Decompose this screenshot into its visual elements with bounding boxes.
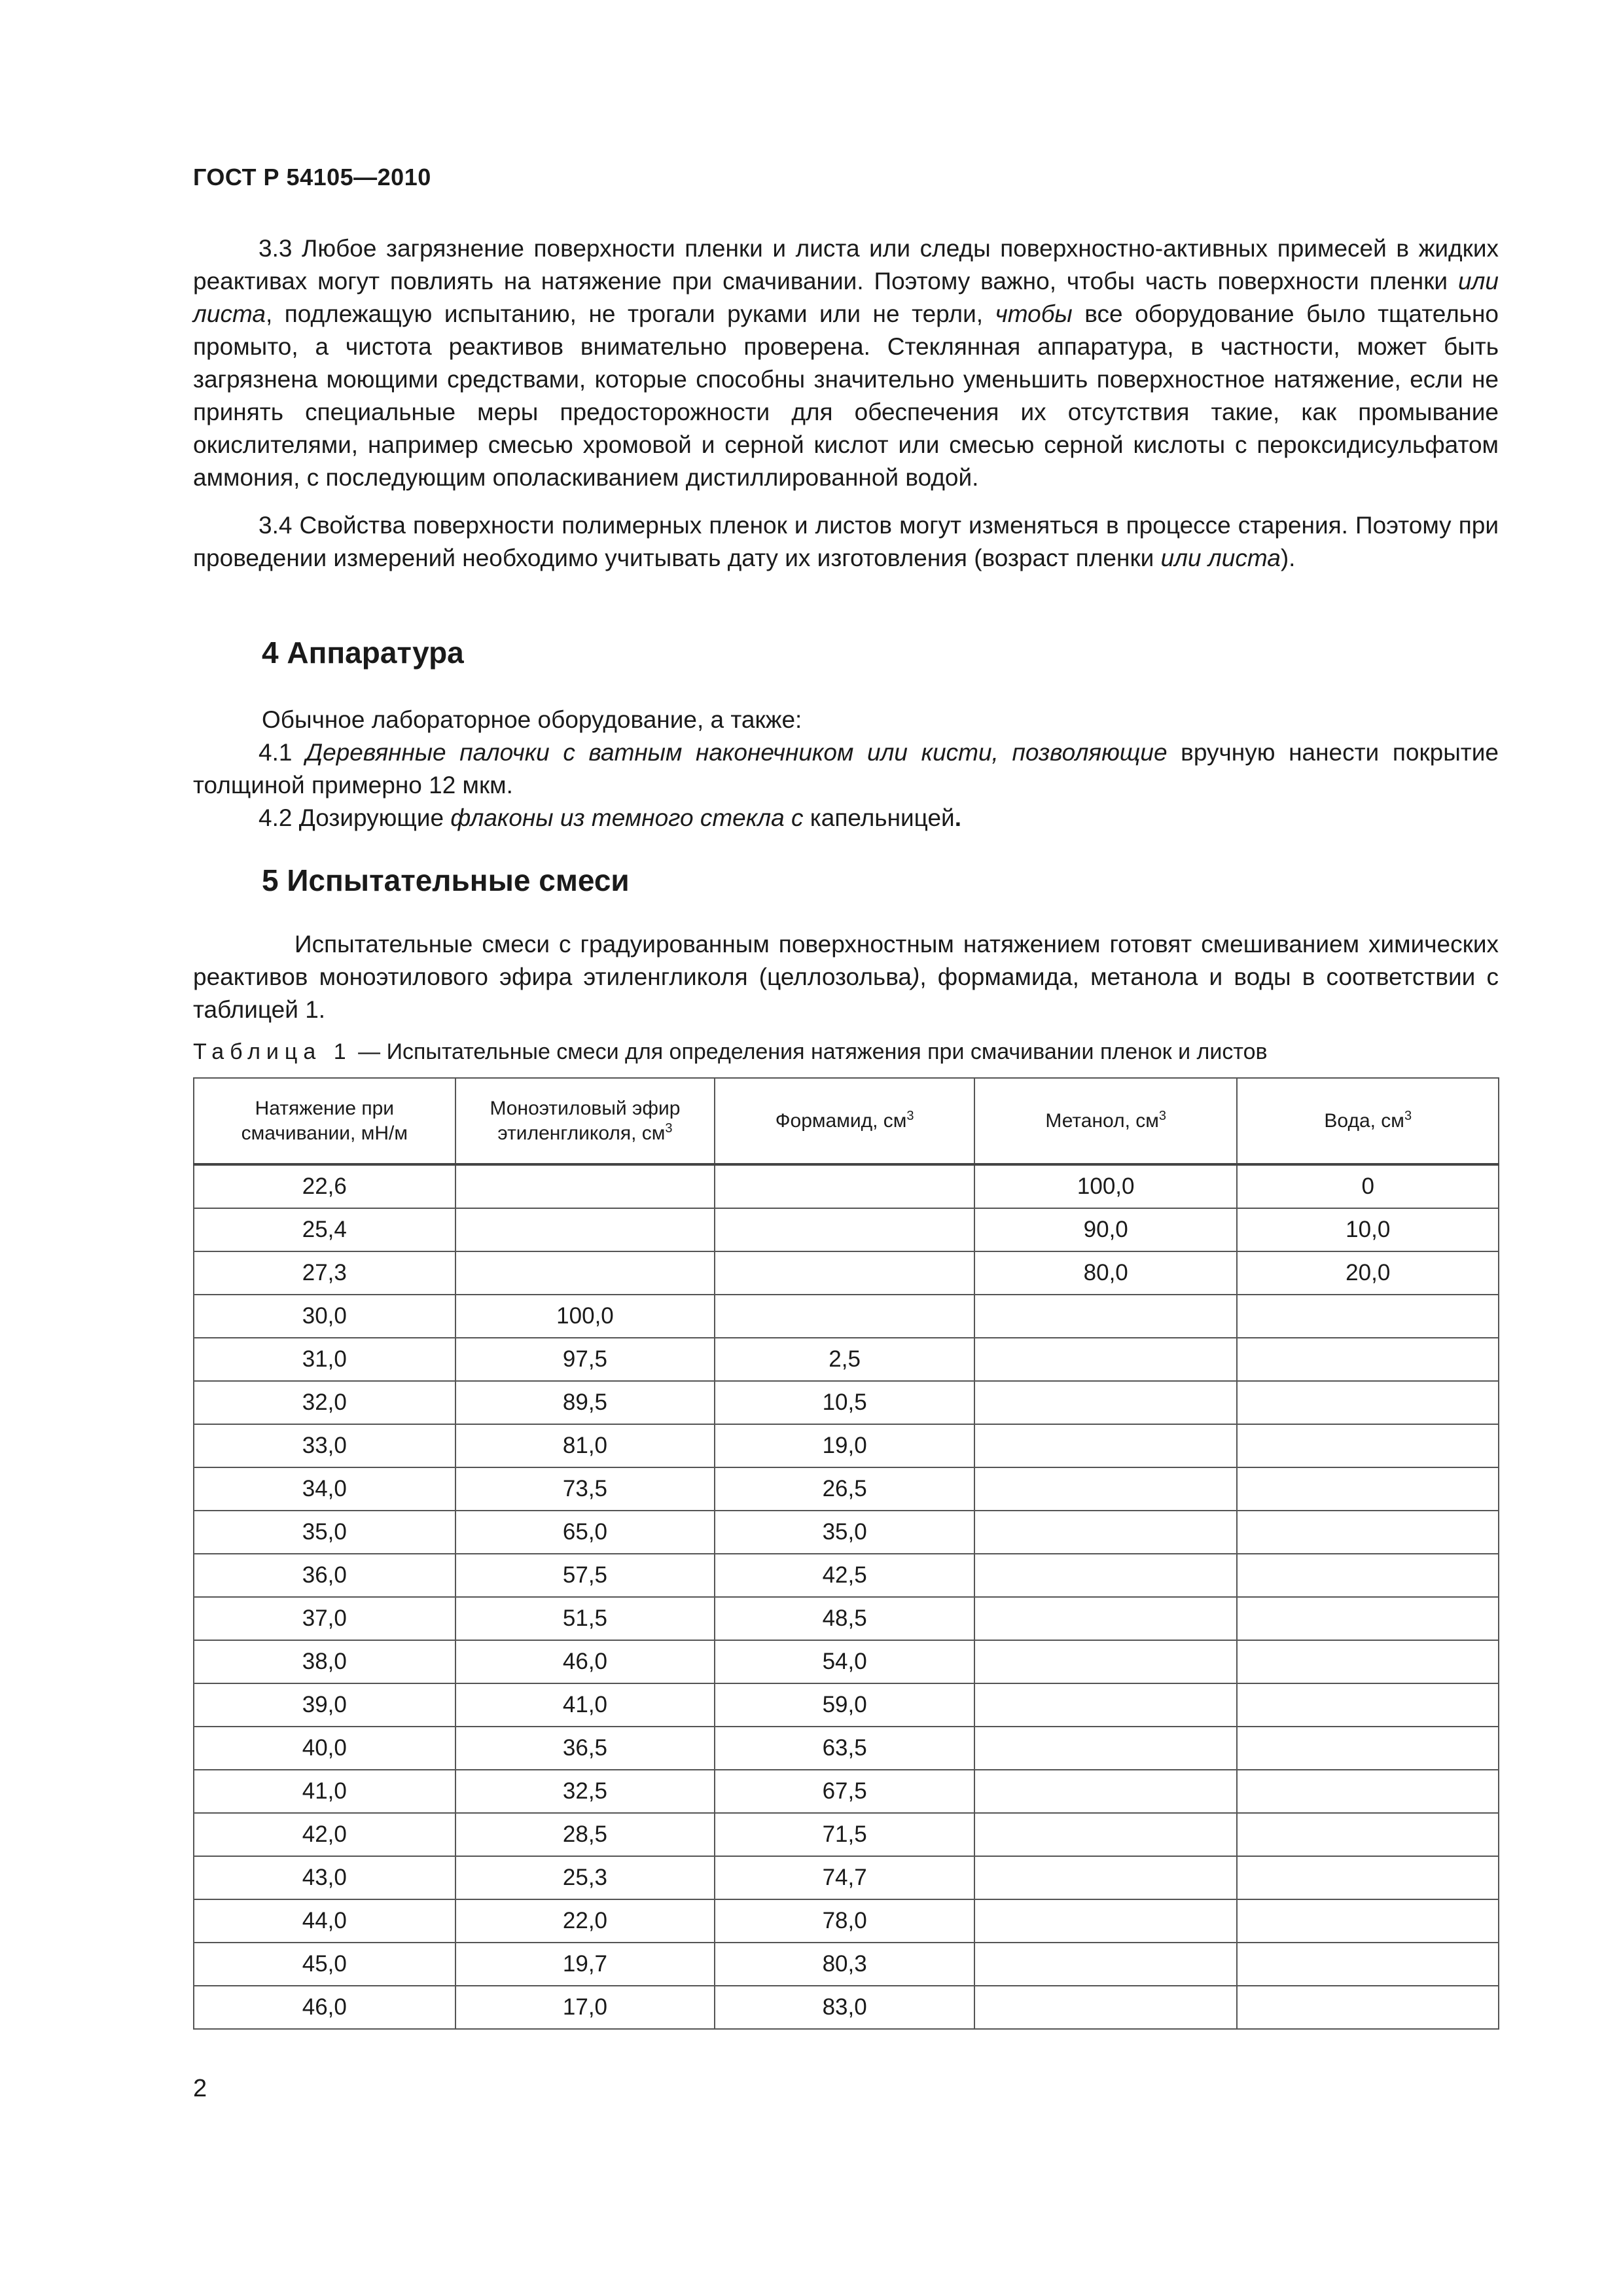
italic-run: ) bbox=[912, 963, 920, 990]
header-line: Натяжение при bbox=[255, 1097, 395, 1119]
paragraph-5 bbox=[193, 928, 1499, 1026]
text-run: 4.2 Дозирующие bbox=[259, 804, 451, 831]
paragraph-4-1 bbox=[193, 736, 1499, 802]
cell-tension: 42,0 bbox=[194, 1813, 455, 1856]
text-run: вручную нанести покрытие толщиной примерно 12 мкм. bbox=[193, 739, 1499, 798]
cell-ether bbox=[455, 1251, 715, 1295]
cell-ether: 46,0 bbox=[455, 1640, 715, 1683]
cell-water bbox=[1237, 1813, 1499, 1856]
italic-run: или листа bbox=[1160, 545, 1281, 571]
cell-ether: 89,5 bbox=[455, 1381, 715, 1424]
column-header-ether bbox=[455, 1078, 715, 1164]
table-body bbox=[194, 1164, 1499, 2029]
header-superscript: 3 bbox=[665, 1121, 673, 1136]
cell-formamide bbox=[715, 1208, 974, 1251]
cell-tension: 31,0 bbox=[194, 1338, 455, 1381]
header-line: смачивании, мН/м bbox=[241, 1122, 408, 1144]
italic-run: или листа bbox=[193, 268, 1499, 327]
cell-methanol bbox=[974, 1986, 1238, 2029]
table-row bbox=[194, 1467, 1499, 1511]
column-header-methanol bbox=[974, 1078, 1238, 1164]
cell-methanol bbox=[974, 1597, 1238, 1640]
section-3-3 bbox=[193, 232, 1499, 494]
column-header-water bbox=[1237, 1078, 1499, 1164]
cell-tension: 45,0 bbox=[194, 1943, 455, 1986]
cell-formamide: 78,0 bbox=[715, 1899, 974, 1943]
cell-formamide: 59,0 bbox=[715, 1683, 974, 1727]
cell-tension: 32,0 bbox=[194, 1381, 455, 1424]
text-run: 4.1 bbox=[259, 739, 306, 766]
header-superscript: 3 bbox=[906, 1108, 914, 1123]
cell-tension: 37,0 bbox=[194, 1597, 455, 1640]
cell-ether: 19,7 bbox=[455, 1943, 715, 1986]
cell-tension: 25,4 bbox=[194, 1208, 455, 1251]
cell-ether: 57,5 bbox=[455, 1554, 715, 1597]
table-row bbox=[194, 1338, 1499, 1381]
cell-methanol bbox=[974, 1943, 1238, 1986]
header-line: Формамид, см bbox=[775, 1109, 907, 1132]
cell-methanol: 80,0 bbox=[974, 1251, 1238, 1295]
cell-formamide: 80,3 bbox=[715, 1943, 974, 1986]
cell-tension: 30,0 bbox=[194, 1295, 455, 1338]
cell-formamide: 10,5 bbox=[715, 1381, 974, 1424]
cell-tension: 34,0 bbox=[194, 1467, 455, 1511]
cell-tension: 35,0 bbox=[194, 1511, 455, 1554]
cell-formamide: 42,5 bbox=[715, 1554, 974, 1597]
cell-tension: 46,0 bbox=[194, 1986, 455, 2029]
cell-water: 20,0 bbox=[1237, 1251, 1499, 1295]
cell-methanol: 90,0 bbox=[974, 1208, 1238, 1251]
document-header-code: ГОСТ Р 54105—2010 bbox=[193, 164, 431, 190]
cell-tension: 38,0 bbox=[194, 1640, 455, 1683]
cell-ether: 36,5 bbox=[455, 1727, 715, 1770]
cell-methanol bbox=[974, 1295, 1238, 1338]
cell-ether: 41,0 bbox=[455, 1683, 715, 1727]
section-4-1 bbox=[193, 736, 1499, 802]
table-row bbox=[194, 1683, 1499, 1727]
table-row bbox=[194, 1899, 1499, 1943]
cell-methanol bbox=[974, 1683, 1238, 1727]
table-row bbox=[194, 1770, 1499, 1813]
cell-ether: 51,5 bbox=[455, 1597, 715, 1640]
section-4-2 bbox=[193, 802, 1499, 834]
table-row bbox=[194, 1424, 1499, 1467]
text-run: капельницей bbox=[803, 804, 955, 831]
cell-water: 0 bbox=[1237, 1164, 1499, 1208]
column-header-formamide bbox=[715, 1078, 974, 1164]
cell-methanol bbox=[974, 1338, 1238, 1381]
cell-water bbox=[1237, 1554, 1499, 1597]
table-row bbox=[194, 1727, 1499, 1770]
cell-ether: 73,5 bbox=[455, 1467, 715, 1511]
italic-run: флаконы из темного стекла с bbox=[450, 804, 804, 831]
text-run: , подлежащую испытанию, не трогали руками или не терли, bbox=[265, 300, 995, 327]
table-row bbox=[194, 1813, 1499, 1856]
cell-methanol bbox=[974, 1511, 1238, 1554]
cell-formamide: 19,0 bbox=[715, 1424, 974, 1467]
cell-water bbox=[1237, 1899, 1499, 1943]
table-header-row bbox=[194, 1078, 1499, 1164]
cell-formamide: 2,5 bbox=[715, 1338, 974, 1381]
paragraph-4-intro: Обычное лабораторное оборудование, а также: bbox=[262, 706, 802, 733]
table-caption bbox=[193, 1037, 1268, 1066]
cell-ether: 22,0 bbox=[455, 1899, 715, 1943]
table-row bbox=[194, 1554, 1499, 1597]
table-row bbox=[194, 1943, 1499, 1986]
cell-ether bbox=[455, 1208, 715, 1251]
cell-formamide bbox=[715, 1164, 974, 1208]
cell-ether bbox=[455, 1164, 715, 1208]
cell-water bbox=[1237, 1856, 1499, 1899]
table-caption-label: Таблица 1 bbox=[193, 1039, 352, 1064]
cell-methanol bbox=[974, 1424, 1238, 1467]
cell-tension: 44,0 bbox=[194, 1899, 455, 1943]
cell-water bbox=[1237, 1727, 1499, 1770]
table-row bbox=[194, 1208, 1499, 1251]
text-run: ). bbox=[1280, 545, 1296, 571]
cell-tension: 33,0 bbox=[194, 1424, 455, 1467]
cell-ether: 81,0 bbox=[455, 1424, 715, 1467]
cell-ether: 28,5 bbox=[455, 1813, 715, 1856]
section-3-4 bbox=[193, 509, 1499, 575]
cell-tension: 36,0 bbox=[194, 1554, 455, 1597]
cell-water bbox=[1237, 1640, 1499, 1683]
italic-run: чтобы bbox=[995, 300, 1073, 327]
cell-methanol bbox=[974, 1727, 1238, 1770]
header-line: этиленгликоля, см bbox=[497, 1122, 666, 1144]
cell-water bbox=[1237, 1467, 1499, 1511]
bold-run: . bbox=[954, 804, 961, 831]
table-row bbox=[194, 1295, 1499, 1338]
header-line: Вода, см bbox=[1324, 1109, 1404, 1132]
paragraph-3-4 bbox=[193, 509, 1499, 575]
cell-methanol: 100,0 bbox=[974, 1164, 1238, 1208]
header-superscript: 3 bbox=[1404, 1108, 1412, 1123]
cell-ether: 25,3 bbox=[455, 1856, 715, 1899]
text-run: все оборудование было тщательно промыто, а чистота реактивов внимательно проверена. Стеклянная аппаратура, в частности, может быть загрязнена моющими средствами, которые способны значительно уменьшить поверхностное натяжение, если не принять специальные меры предосторожности для обеспечения их отсутствия такие, как промывание окислителями, например смесью хромовой и серной кислот или смесью серной кислоты с пероксидисульфатом аммония, с последующим ополаскиванием дистиллированной водой. bbox=[193, 300, 1499, 491]
column-header-tension bbox=[194, 1078, 455, 1164]
cell-ether: 100,0 bbox=[455, 1295, 715, 1338]
cell-tension: 27,3 bbox=[194, 1251, 455, 1295]
paragraph-3-3 bbox=[193, 232, 1499, 494]
cell-formamide: 63,5 bbox=[715, 1727, 974, 1770]
text-run: Испытательные смеси с градуированным поверхностным натяжением готовят смешиванием химических реактивов моноэтилового эфира этиленгликоля (целлозольва bbox=[193, 931, 1499, 990]
cell-formamide bbox=[715, 1251, 974, 1295]
cell-water bbox=[1237, 1683, 1499, 1727]
cell-ether: 32,5 bbox=[455, 1770, 715, 1813]
cell-water bbox=[1237, 1295, 1499, 1338]
header-line: Метанол, см bbox=[1045, 1109, 1159, 1132]
cell-formamide: 48,5 bbox=[715, 1597, 974, 1640]
table-row bbox=[194, 1511, 1499, 1554]
cell-formamide bbox=[715, 1295, 974, 1338]
cell-water bbox=[1237, 1770, 1499, 1813]
table-row bbox=[194, 1164, 1499, 1208]
text-run: 3.3 Любое загрязнение поверхности пленки и листа или следы поверхностно-активных примесей в жидких реактивах могут повлиять на натяжение при смачивании. Поэтому важно, чтобы часть поверхности пленки bbox=[193, 235, 1499, 295]
header-line: Моноэтиловый эфир bbox=[490, 1097, 681, 1119]
section-4-heading: 4 Аппаратура bbox=[262, 636, 464, 670]
cell-methanol bbox=[974, 1856, 1238, 1899]
cell-water: 10,0 bbox=[1237, 1208, 1499, 1251]
cell-water bbox=[1237, 1424, 1499, 1467]
cell-ether: 17,0 bbox=[455, 1986, 715, 2029]
page-number: 2 bbox=[193, 2075, 207, 2102]
table-row bbox=[194, 1856, 1499, 1899]
cell-tension: 22,6 bbox=[194, 1164, 455, 1208]
cell-formamide: 83,0 bbox=[715, 1986, 974, 2029]
cell-methanol bbox=[974, 1554, 1238, 1597]
cell-methanol bbox=[974, 1813, 1238, 1856]
cell-formamide: 26,5 bbox=[715, 1467, 974, 1511]
cell-formamide: 67,5 bbox=[715, 1770, 974, 1813]
table-row bbox=[194, 1986, 1499, 2029]
cell-water bbox=[1237, 1943, 1499, 1986]
section-5 bbox=[193, 928, 1499, 1026]
cell-tension: 43,0 bbox=[194, 1856, 455, 1899]
table-row bbox=[194, 1640, 1499, 1683]
cell-methanol bbox=[974, 1467, 1238, 1511]
cell-water bbox=[1237, 1338, 1499, 1381]
cell-formamide: 74,7 bbox=[715, 1856, 974, 1899]
table-row bbox=[194, 1381, 1499, 1424]
cell-methanol bbox=[974, 1770, 1238, 1813]
cell-formamide: 71,5 bbox=[715, 1813, 974, 1856]
cell-formamide: 35,0 bbox=[715, 1511, 974, 1554]
cell-ether: 97,5 bbox=[455, 1338, 715, 1381]
cell-water bbox=[1237, 1511, 1499, 1554]
cell-methanol bbox=[974, 1640, 1238, 1683]
cell-methanol bbox=[974, 1899, 1238, 1943]
cell-tension: 39,0 bbox=[194, 1683, 455, 1727]
test-mixtures-table bbox=[193, 1077, 1499, 2030]
cell-tension: 40,0 bbox=[194, 1727, 455, 1770]
cell-tension: 41,0 bbox=[194, 1770, 455, 1813]
cell-water bbox=[1237, 1986, 1499, 2029]
text-run: 3.4 Свойства поверхности полимерных пленок и листов могут изменяться в процессе старения. Поэтому при проведении измерений необходимо учитывать дату их изготовления (возраст пленки bbox=[193, 512, 1499, 571]
cell-methanol bbox=[974, 1381, 1238, 1424]
cell-formamide: 54,0 bbox=[715, 1640, 974, 1683]
table-row bbox=[194, 1597, 1499, 1640]
section-4-intro bbox=[193, 704, 1499, 736]
cell-water bbox=[1237, 1381, 1499, 1424]
cell-water bbox=[1237, 1597, 1499, 1640]
italic-run: Деревянные палочки с ватным наконечником или кисти, позволяющие bbox=[306, 739, 1168, 766]
table-row bbox=[194, 1251, 1499, 1295]
table-caption-text: — Испытательные смеси для определения натяжения при смачивании пленок и листов bbox=[351, 1039, 1268, 1064]
paragraph-4-2 bbox=[193, 802, 1499, 834]
header-superscript: 3 bbox=[1158, 1108, 1167, 1123]
text-run: , формамида, метанола и воды в соответствии с таблицей 1. bbox=[193, 963, 1499, 1023]
section-5-heading: 5 Испытательные смеси bbox=[262, 863, 630, 897]
cell-ether: 65,0 bbox=[455, 1511, 715, 1554]
